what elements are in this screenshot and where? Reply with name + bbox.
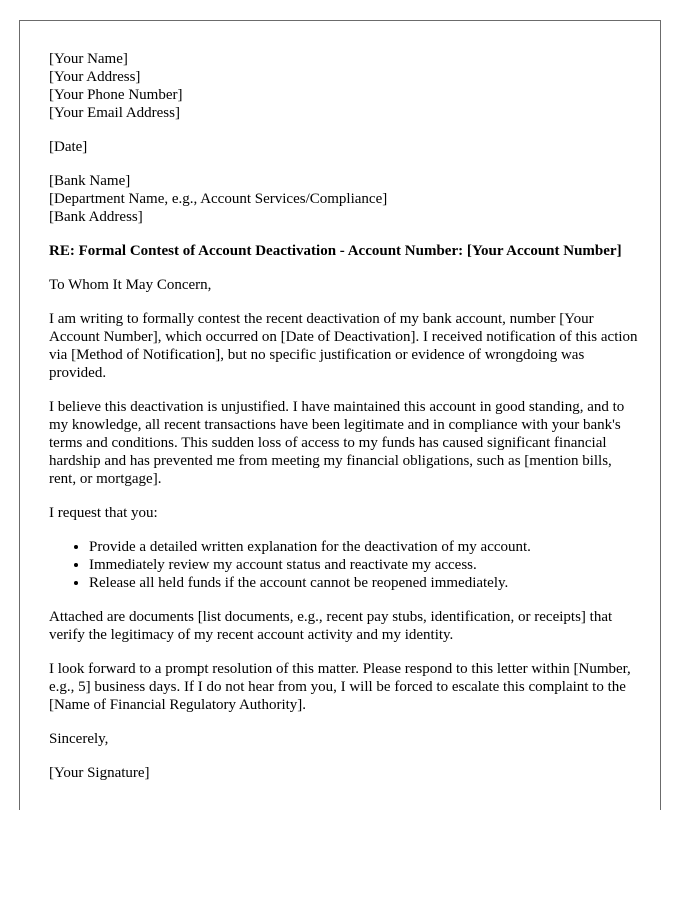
- request-list: [49, 538, 639, 592]
- recipient-department: [Department Name, e.g., Account Services/Compliance]: [49, 191, 388, 207]
- signoff: Sincerely,: [49, 731, 109, 747]
- salutation: To Whom It May Concern,: [49, 277, 212, 293]
- letter-page: [19, 20, 661, 810]
- recipient-bank-address: [Bank Address]: [49, 209, 143, 225]
- request-item: • Provide a detailed written explanation for the deactivation of my account.: [89, 538, 639, 556]
- resolution-paragraph: I look forward to a prompt resolution of this matter. Please respond to this letter within [Number, e.g., 5] business days. If I do not hear from you, I will be forced to escalate this complaint to the [Name of Financial Regulatory Authority].: [49, 661, 631, 713]
- request-item: • Immediately review my account status and reactivate my access.: [89, 556, 639, 574]
- letter-content: [49, 50, 639, 798]
- sender-email: [Your Email Address]: [49, 105, 180, 121]
- body-paragraph-2: I believe this deactivation is unjustified. I have maintained this account in good standing, and to my knowledge, all recent transactions have been legitimate and in compliance with your bank's terms and conditions. This sudden loss of access to my funds has caused significant financial hardship and has prevented me from meeting my financial obligations, such as [mention bills, rent, or mortgage].: [49, 399, 625, 487]
- request-intro: I request that you:: [49, 505, 158, 521]
- letter-date: [Date]: [49, 139, 88, 155]
- sender-name: [Your Name]: [49, 51, 128, 67]
- signature: [Your Signature]: [49, 765, 150, 781]
- subject-line: RE: Formal Contest of Account Deactivation - Account Number: [Your Account Number]: [49, 243, 622, 259]
- recipient-block: [49, 172, 639, 226]
- body-paragraph-1: I am writing to formally contest the recent deactivation of my bank account, number [Your Account Number], which occurred on [Date of Deactivation]. I received notification of this action via [Method of Notification], but no specific justification or evidence of wrongdoing was provided.: [49, 311, 638, 381]
- sender-block: [49, 50, 639, 122]
- attachments-paragraph: Attached are documents [list documents, e.g., recent pay stubs, identification, or receipts] that verify the legitimacy of my recent account activity and my identity.: [49, 609, 613, 643]
- recipient-bank-name: [Bank Name]: [49, 173, 131, 189]
- sender-phone: [Your Phone Number]: [49, 87, 183, 103]
- request-item: • Release all held funds if the account cannot be reopened immediately.: [89, 574, 639, 592]
- sender-address: [Your Address]: [49, 69, 141, 85]
